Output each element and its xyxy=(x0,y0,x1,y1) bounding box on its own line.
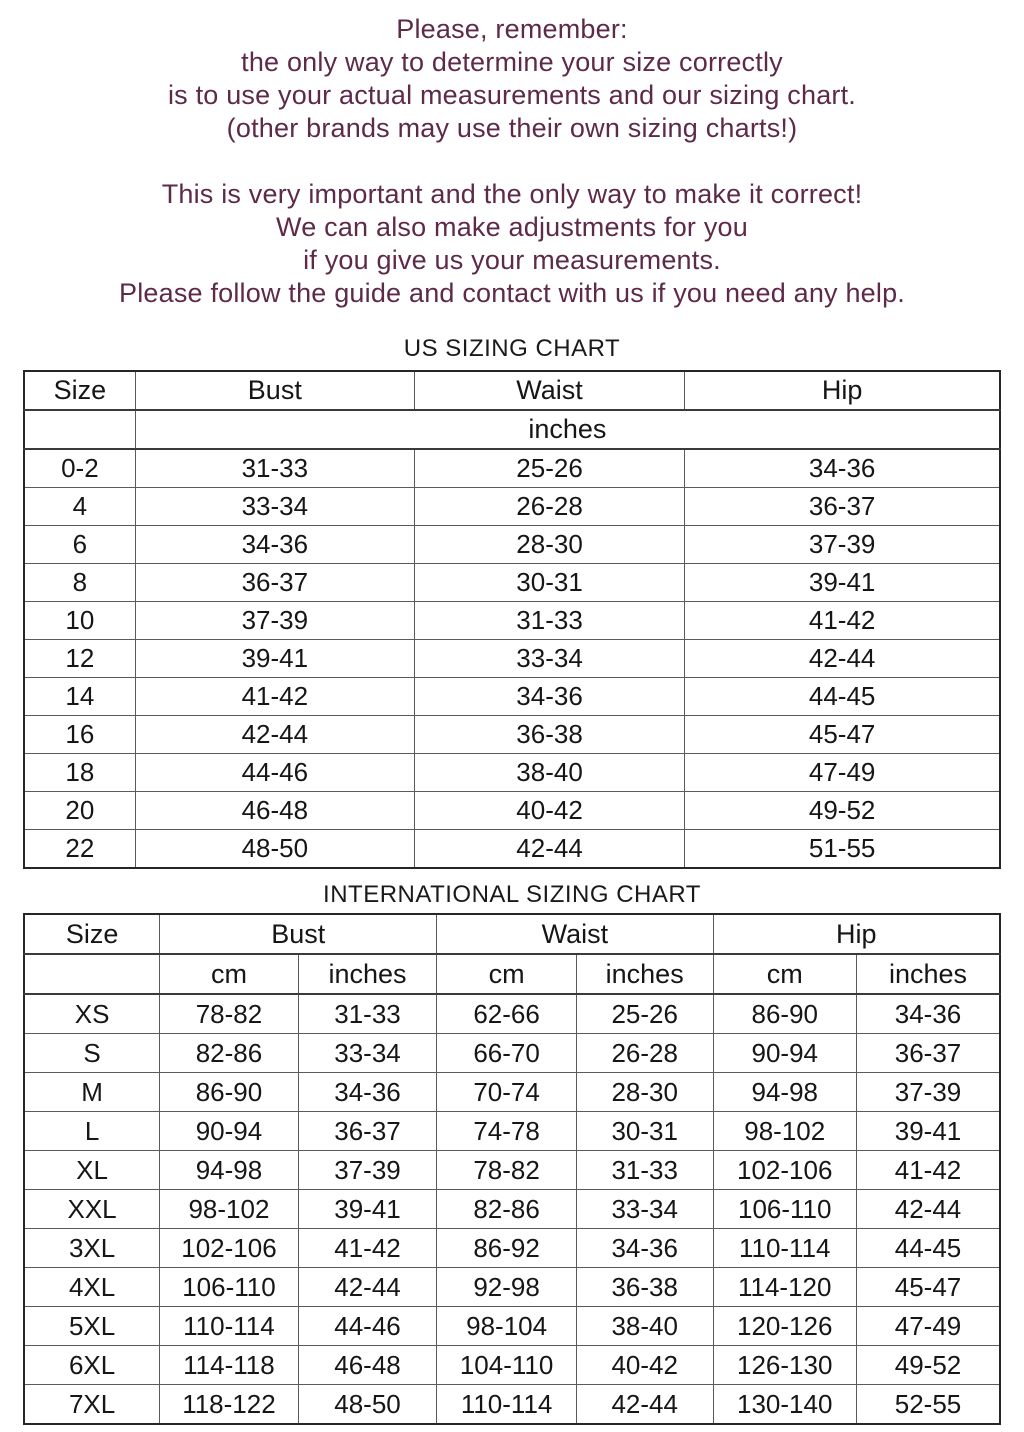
intl-unit-label: cm xyxy=(713,954,856,994)
intl-value-cell: 110-114 xyxy=(713,1229,856,1268)
intl-chart-title: INTERNATIONAL SIZING CHART xyxy=(323,881,701,908)
us-value-cell: 31-33 xyxy=(414,602,684,640)
intl-value-cell: 42-44 xyxy=(576,1385,713,1425)
us-value-cell: 25-26 xyxy=(414,449,684,488)
intl-unit-label: inches xyxy=(298,954,437,994)
intl-value-cell: 38-40 xyxy=(576,1307,713,1346)
intl-value-cell: 90-94 xyxy=(160,1112,299,1151)
intl-value-cell: 130-140 xyxy=(713,1385,856,1425)
intl-value-cell: 94-98 xyxy=(713,1073,856,1112)
intl-value-cell: 78-82 xyxy=(437,1151,577,1190)
intro-line: (other brands may use their own sizing charts!) xyxy=(226,113,798,143)
intl-size-cell: XS xyxy=(24,994,160,1034)
us-value-cell: 38-40 xyxy=(414,754,684,792)
intl-unit-label: cm xyxy=(437,954,577,994)
intl-value-cell: 37-39 xyxy=(298,1151,437,1190)
us-value-cell: 39-41 xyxy=(135,640,414,678)
us-value-cell: 36-37 xyxy=(685,488,1000,526)
intro-line: the only way to determine your size correctly xyxy=(241,47,783,77)
us-value-cell: 44-45 xyxy=(685,678,1000,716)
us-column-header: Size xyxy=(24,371,135,410)
table-row xyxy=(24,1190,1000,1229)
us-value-cell: 31-33 xyxy=(135,449,414,488)
intl-value-cell: 86-90 xyxy=(713,994,856,1034)
us-value-cell: 26-28 xyxy=(414,488,684,526)
table-row xyxy=(24,564,1000,602)
us-size-cell: 16 xyxy=(24,716,135,754)
intl-size-cell: 6XL xyxy=(24,1346,160,1385)
intl-value-cell: 126-130 xyxy=(713,1346,856,1385)
us-column-header: Bust xyxy=(135,371,414,410)
intl-value-cell: 40-42 xyxy=(576,1346,713,1385)
intl-value-cell: 33-34 xyxy=(576,1190,713,1229)
intl-unit-spacer xyxy=(24,954,160,994)
us-chart-title: US SIZING CHART xyxy=(403,335,621,362)
intl-size-cell: 4XL xyxy=(24,1268,160,1307)
intl-size-cell: 5XL xyxy=(24,1307,160,1346)
intl-value-cell: 118-122 xyxy=(160,1385,299,1425)
intl-value-cell: 114-118 xyxy=(160,1346,299,1385)
intl-value-cell: 41-42 xyxy=(856,1151,1000,1190)
intl-value-cell: 34-36 xyxy=(576,1229,713,1268)
intl-value-cell: 34-36 xyxy=(856,994,1000,1034)
intl-value-cell: 94-98 xyxy=(160,1151,299,1190)
us-header-row xyxy=(24,371,1000,410)
us-unit-label: inches xyxy=(135,410,1000,449)
intl-unit-label: inches xyxy=(576,954,713,994)
table-row xyxy=(24,1112,1000,1151)
intl-value-cell: 114-120 xyxy=(713,1268,856,1307)
us-value-cell: 40-42 xyxy=(414,792,684,830)
us-size-cell: 0-2 xyxy=(24,449,135,488)
intl-value-cell: 74-78 xyxy=(437,1112,577,1151)
intl-value-cell: 86-90 xyxy=(160,1073,299,1112)
intl-header-row xyxy=(24,914,1000,954)
us-value-cell: 41-42 xyxy=(685,602,1000,640)
table-row xyxy=(24,1385,1000,1425)
us-value-cell: 34-36 xyxy=(135,526,414,564)
intl-value-cell: 46-48 xyxy=(298,1346,437,1385)
intl-value-cell: 28-30 xyxy=(576,1073,713,1112)
us-column-header: Hip xyxy=(685,371,1000,410)
us-size-cell: 14 xyxy=(24,678,135,716)
intl-value-cell: 82-86 xyxy=(160,1034,299,1073)
table-row xyxy=(24,1346,1000,1385)
intl-value-cell: 104-110 xyxy=(437,1346,577,1385)
intl-value-cell: 90-94 xyxy=(713,1034,856,1073)
us-size-cell: 10 xyxy=(24,602,135,640)
table-row xyxy=(24,1034,1000,1073)
us-value-cell: 42-44 xyxy=(414,830,684,869)
table-row xyxy=(24,640,1000,678)
intl-value-cell: 66-70 xyxy=(437,1034,577,1073)
intl-size-cell: XL xyxy=(24,1151,160,1190)
table-row xyxy=(24,1151,1000,1190)
intl-value-cell: 37-39 xyxy=(856,1073,1000,1112)
table-row xyxy=(24,602,1000,640)
intl-value-cell: 34-36 xyxy=(298,1073,437,1112)
intl-value-cell: 41-42 xyxy=(298,1229,437,1268)
intl-column-header: Hip xyxy=(713,914,1000,954)
intl-value-cell: 36-37 xyxy=(298,1112,437,1151)
intl-value-cell: 98-102 xyxy=(160,1190,299,1229)
intl-column-header: Waist xyxy=(437,914,713,954)
intl-size-cell: M xyxy=(24,1073,160,1112)
intl-size-cell: L xyxy=(24,1112,160,1151)
intl-value-cell: 120-126 xyxy=(713,1307,856,1346)
us-sizing-table xyxy=(23,370,1001,869)
table-row xyxy=(24,678,1000,716)
table-row xyxy=(24,1229,1000,1268)
intro-line-blank xyxy=(0,145,1024,178)
intl-value-cell: 98-104 xyxy=(437,1307,577,1346)
table-row xyxy=(24,488,1000,526)
intl-value-cell: 31-33 xyxy=(298,994,437,1034)
intro-line: This is very important and the only way to make it correct! xyxy=(161,179,863,209)
intl-value-cell: 36-38 xyxy=(576,1268,713,1307)
table-row xyxy=(24,830,1000,869)
intl-column-header: Size xyxy=(24,914,160,954)
intl-size-cell: 7XL xyxy=(24,1385,160,1425)
intro-text xyxy=(0,0,1024,310)
intl-value-cell: 92-98 xyxy=(437,1268,577,1307)
us-size-cell: 20 xyxy=(24,792,135,830)
intl-value-cell: 30-31 xyxy=(576,1112,713,1151)
us-value-cell: 30-31 xyxy=(414,564,684,602)
intl-value-cell: 44-46 xyxy=(298,1307,437,1346)
table-row xyxy=(24,1268,1000,1307)
intro-line: is to use your actual measurements and our sizing chart. xyxy=(167,80,857,110)
us-size-cell: 8 xyxy=(24,564,135,602)
intl-size-cell: S xyxy=(24,1034,160,1073)
us-column-header: Waist xyxy=(414,371,684,410)
intl-size-cell: 3XL xyxy=(24,1229,160,1268)
intl-column-header: Bust xyxy=(160,914,437,954)
intl-value-cell: 82-86 xyxy=(437,1190,577,1229)
intl-value-cell: 62-66 xyxy=(437,994,577,1034)
table-row xyxy=(24,792,1000,830)
intro-line: Please, remember: xyxy=(396,14,628,44)
us-value-cell: 45-47 xyxy=(685,716,1000,754)
us-value-cell: 33-34 xyxy=(414,640,684,678)
intl-unit-label: inches xyxy=(856,954,1000,994)
intl-sizing-table xyxy=(23,913,1001,1425)
intl-value-cell: 33-34 xyxy=(298,1034,437,1073)
us-value-cell: 47-49 xyxy=(685,754,1000,792)
intro-line: if you give us your measurements. xyxy=(303,245,721,275)
intl-value-cell: 98-102 xyxy=(713,1112,856,1151)
us-size-cell: 6 xyxy=(24,526,135,564)
us-value-cell: 34-36 xyxy=(414,678,684,716)
intl-value-cell: 110-114 xyxy=(160,1307,299,1346)
us-value-cell: 44-46 xyxy=(135,754,414,792)
intl-value-cell: 110-114 xyxy=(437,1385,577,1425)
us-value-cell: 41-42 xyxy=(135,678,414,716)
intl-value-cell: 102-106 xyxy=(713,1151,856,1190)
intl-value-cell: 31-33 xyxy=(576,1151,713,1190)
intl-size-cell: XXL xyxy=(24,1190,160,1229)
us-value-cell: 48-50 xyxy=(135,830,414,869)
us-unit-row xyxy=(24,410,1000,449)
table-row xyxy=(24,716,1000,754)
intl-value-cell: 39-41 xyxy=(298,1190,437,1229)
us-size-cell: 12 xyxy=(24,640,135,678)
us-size-cell: 18 xyxy=(24,754,135,792)
us-value-cell: 42-44 xyxy=(685,640,1000,678)
us-value-cell: 37-39 xyxy=(685,526,1000,564)
intl-value-cell: 44-45 xyxy=(856,1229,1000,1268)
intl-value-cell: 42-44 xyxy=(856,1190,1000,1229)
intl-value-cell: 52-55 xyxy=(856,1385,1000,1425)
table-row xyxy=(24,994,1000,1034)
intl-value-cell: 36-37 xyxy=(856,1034,1000,1073)
intl-value-cell: 78-82 xyxy=(160,994,299,1034)
intl-value-cell: 70-74 xyxy=(437,1073,577,1112)
table-row xyxy=(24,754,1000,792)
us-value-cell: 49-52 xyxy=(685,792,1000,830)
intl-unit-row xyxy=(24,954,1000,994)
intl-value-cell: 102-106 xyxy=(160,1229,299,1268)
table-row xyxy=(24,1307,1000,1346)
intro-line: Please follow the guide and contact with us if you need any help. xyxy=(118,278,905,308)
us-value-cell: 39-41 xyxy=(685,564,1000,602)
intl-value-cell: 86-92 xyxy=(437,1229,577,1268)
table-row xyxy=(24,449,1000,488)
us-value-cell: 37-39 xyxy=(135,602,414,640)
intl-value-cell: 49-52 xyxy=(856,1346,1000,1385)
us-value-cell: 28-30 xyxy=(414,526,684,564)
intl-value-cell: 39-41 xyxy=(856,1112,1000,1151)
us-value-cell: 42-44 xyxy=(135,716,414,754)
us-value-cell: 34-36 xyxy=(685,449,1000,488)
table-row xyxy=(24,1073,1000,1112)
us-value-cell: 33-34 xyxy=(135,488,414,526)
intl-value-cell: 42-44 xyxy=(298,1268,437,1307)
us-unit-spacer xyxy=(24,410,135,449)
us-value-cell: 46-48 xyxy=(135,792,414,830)
intl-value-cell: 25-26 xyxy=(576,994,713,1034)
intl-unit-label: cm xyxy=(160,954,299,994)
us-size-cell: 4 xyxy=(24,488,135,526)
intro-line: We can also make adjustments for you xyxy=(276,212,748,242)
intl-value-cell: 106-110 xyxy=(160,1268,299,1307)
us-value-cell: 51-55 xyxy=(685,830,1000,869)
us-value-cell: 36-37 xyxy=(135,564,414,602)
intl-value-cell: 48-50 xyxy=(298,1385,437,1425)
intl-value-cell: 47-49 xyxy=(856,1307,1000,1346)
intl-value-cell: 106-110 xyxy=(713,1190,856,1229)
intl-value-cell: 26-28 xyxy=(576,1034,713,1073)
us-size-cell: 22 xyxy=(24,830,135,869)
us-value-cell: 36-38 xyxy=(414,716,684,754)
intl-value-cell: 45-47 xyxy=(856,1268,1000,1307)
table-row xyxy=(24,526,1000,564)
